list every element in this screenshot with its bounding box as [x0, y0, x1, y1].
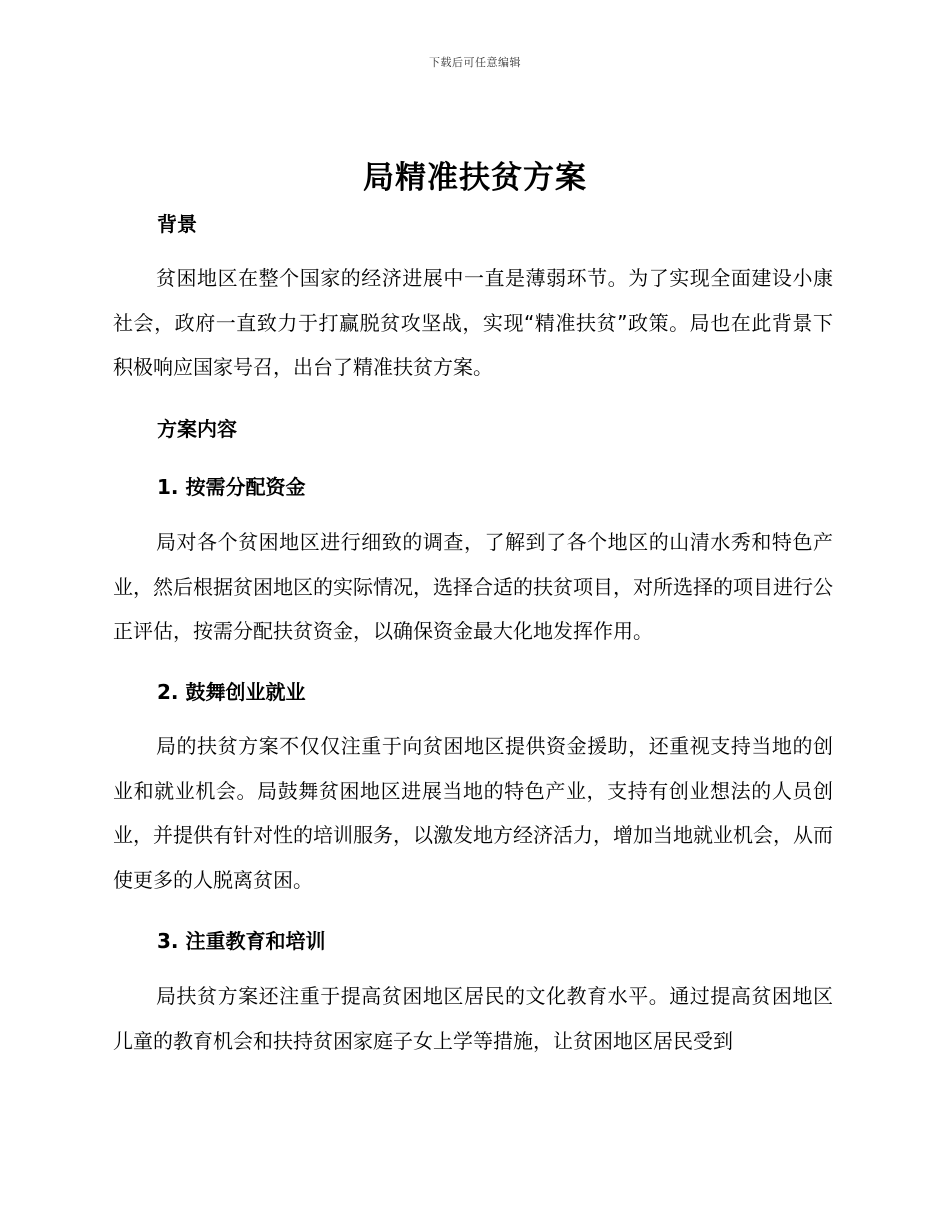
document-title: 局精准扶贫方案: [363, 160, 587, 196]
header-note: 下载后可任意编辑: [429, 56, 521, 69]
paragraph-background: 贫困地区在整个国家的经济进展中一直是薄弱环节。为了实现全面建设小康社会，政府一直致力于打赢脱贫攻坚战，实现“精准扶贫”政策。局也在此背景下积极响应国家号召，出台了精准扶贫方案。: [113, 266, 833, 379]
section-heading-item3: 3. 注重教育和培训: [157, 929, 326, 953]
paragraph-item1: 局对各个贫困地区进行细致的调查，了解到了各个地区的山清水秀和特色产业，然后根据贫困地区的实际情况，选择合适的扶贫项目，对所选择的项目进行公正评估，按需分配扶贫资金，以确保资金最大化地发挥作用。: [113, 530, 833, 643]
section-heading-content: 方案内容: [157, 417, 237, 441]
section-heading-item1: 1. 按需分配资金: [157, 475, 306, 499]
paragraph-item3: 局扶贫方案还注重于提高贫困地区居民的文化教育水平。通过提高贫困地区儿童的教育机会和扶持贫困家庭子女上学等措施，让贫困地区居民受到: [113, 984, 833, 1053]
section-heading-background: 背景: [157, 212, 197, 236]
section-heading-item2: 2. 鼓舞创业就业: [157, 680, 306, 704]
paragraph-item2: 局的扶贫方案不仅仅注重于向贫困地区提供资金援助，还重视支持当地的创业和就业机会。局鼓舞贫困地区进展当地的特色产业，支持有创业想法的人员创业，并提供有针对性的培训服务，以激发地方经济活力，增加当地就业机会，从而使更多的人脱离贫困。: [113, 734, 833, 892]
